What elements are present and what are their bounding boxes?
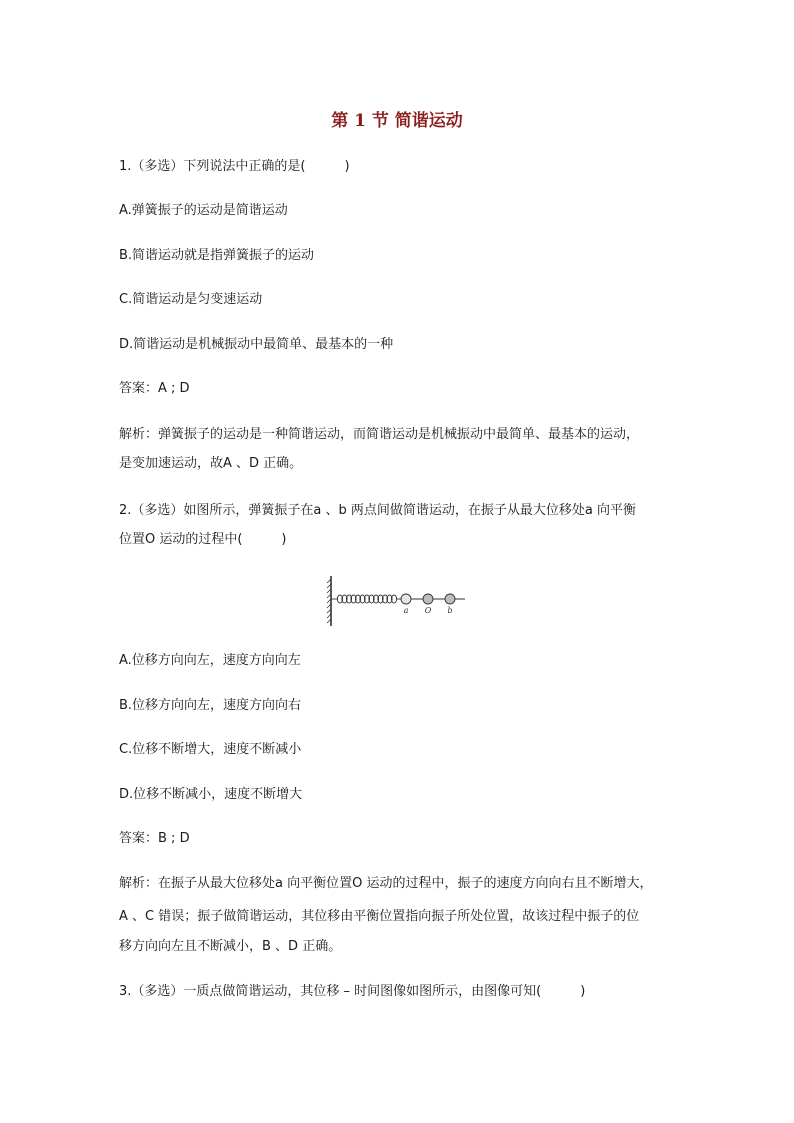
question-2-option-a: A.位移方向向左，速度方向向左 (119, 653, 301, 668)
question-1-answer: 答案：A ; D (119, 381, 190, 396)
question-1-option-a: A.弹簧振子的运动是简谐运动 (119, 203, 288, 218)
label-b: b (447, 606, 453, 615)
question-2-analysis-line-3: 移方向向左且不断减小，B 、D 正确。 (119, 939, 342, 954)
question-2-analysis-line-2: A 、C 错误；振子做简谐运动，其位移由平衡位置指向振子所处位置，故该过程中振子的位 (119, 909, 640, 924)
question-1-option-d: D.简谐运动是机械振动中最简单、最基本的一种 (119, 337, 394, 352)
label-a: a (403, 606, 409, 615)
question-1-analysis-line-2: 是变加速运动，故A 、D 正确。 (119, 456, 303, 471)
section-title: 第 1 节 简谐运动 (331, 111, 463, 131)
question-1-option-b: B.简谐运动就是指弹簧振子的运动 (119, 248, 315, 263)
oscillator-ball-a (401, 594, 411, 604)
question-1-option-c: C.简谐运动是匀变速运动 (119, 292, 263, 307)
question-1-stem: 1.（多选）下列说法中正确的是( ) (119, 159, 350, 174)
question-2-option-b: B.位移方向向左，速度方向向右 (119, 698, 302, 713)
question-3-stem: 3.（多选）一质点做简谐运动，其位移 – 时间图像如图所示，由图像可知( ) (119, 984, 586, 999)
question-2-answer: 答案：B ; D (119, 831, 190, 846)
question-1-analysis-line-1: 解析：弹簧振子的运动是一种简谐运动，而简谐运动是机械振动中最简单、最基本的运动， (119, 427, 640, 442)
question-2-option-d: D.位移不断减小，速度不断增大 (119, 787, 303, 802)
wall-icon (327, 576, 331, 626)
question-2-stem-line-1: 2.（多选）如图所示，弹簧振子在a 、b 两点间做简谐运动，在振子从最大位移处a 向平衡 (119, 503, 636, 518)
oscillator-ball-b (445, 594, 455, 604)
question-2-stem-line-2: 位置O 运动的过程中( ) (119, 532, 287, 547)
question-2-option-c: C.位移不断增大，速度不断减小 (119, 742, 302, 757)
question-2-analysis-line-1: 解析：在振子从最大位移处a 向平衡位置O 运动的过程中，振子的速度方向向右且不断增大， (119, 876, 653, 891)
spring-icon (331, 595, 400, 603)
label-o: O (424, 606, 432, 615)
spring-oscillator-figure (322, 574, 472, 628)
oscillator-ball-o (423, 594, 433, 604)
